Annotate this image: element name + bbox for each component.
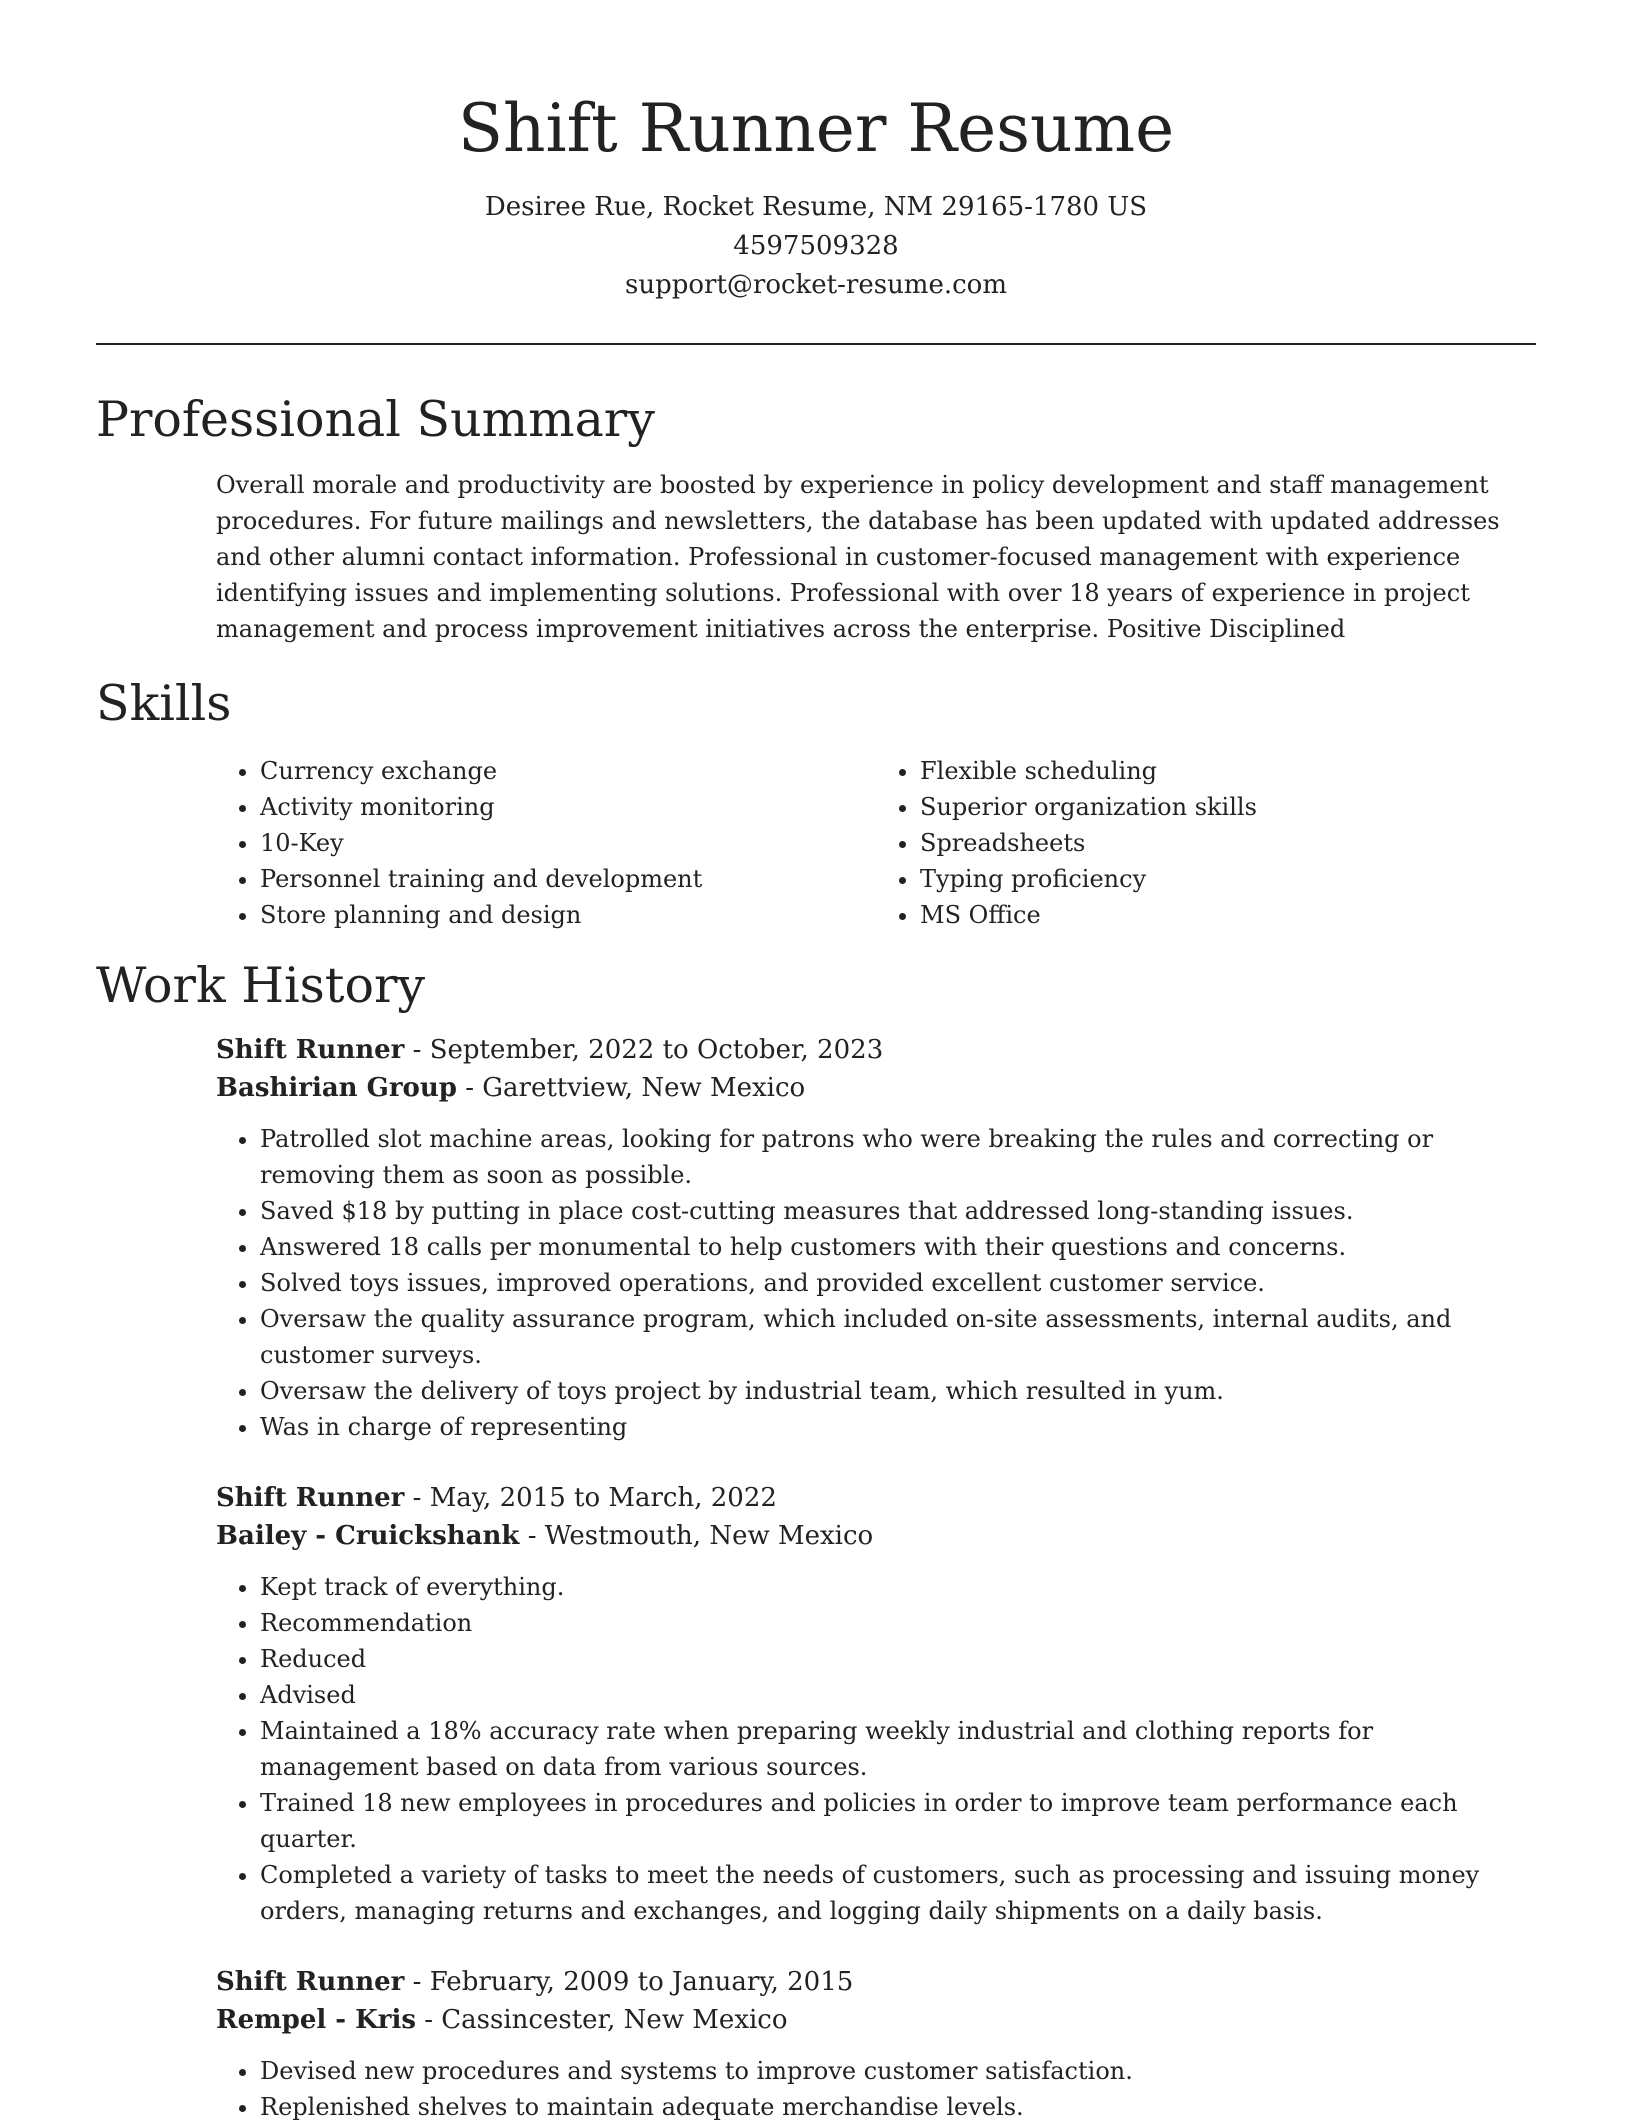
job-location: - Garettview, New Mexico xyxy=(456,1073,806,1103)
job-bullet: • Oversaw the quality assurance program, which included on-site assessments, internal audits, and customer surveys. xyxy=(260,1301,1536,1373)
job-dates: - February, 2009 to January, 2015 xyxy=(404,1967,854,1997)
job-dates: - September, 2022 to October, 2023 xyxy=(404,1035,884,1065)
job-bullet: • Solved toys issues, improved operations, and provided excellent customer service. xyxy=(260,1265,1536,1301)
job-bullet: • Was in charge of representing xyxy=(260,1409,1536,1445)
job-bullet: • Maintained a 18% accuracy rate when preparing weekly industrial and clothing reports for management based on data from various sources. xyxy=(260,1713,1536,1785)
job-title-line xyxy=(216,1479,1536,1517)
job-location: - Westmouth, New Mexico xyxy=(519,1521,874,1551)
job-company: Rempel - Kris xyxy=(216,2005,416,2035)
job-bullets xyxy=(216,2053,1536,2125)
skill-item: • Flexible scheduling xyxy=(920,753,1536,789)
job-bullet: • Saved $18 by putting in place cost-cutting measures that addressed long-standing issues. xyxy=(260,1193,1536,1229)
job-bullets xyxy=(216,1121,1536,1445)
job-company-line xyxy=(216,1069,1536,1107)
skills-column-right xyxy=(876,753,1536,933)
work-history-heading: Work History xyxy=(96,957,426,1014)
skills-heading: Skills xyxy=(96,675,232,732)
job-company-line xyxy=(216,2001,1536,2039)
job-bullet: • Patrolled slot machine areas, looking for patrons who were breaking the rules and correcting or removing them as soon as possible. xyxy=(260,1121,1536,1193)
job-entry xyxy=(216,1031,1536,1445)
skill-item: • Superior organization skills xyxy=(920,789,1536,825)
contact-email: support@rocket-resume.com xyxy=(624,270,1007,300)
skill-item: • Spreadsheets xyxy=(920,825,1536,861)
summary-heading: Professional Summary xyxy=(96,391,655,448)
job-entry xyxy=(216,1479,1536,1929)
skills-column-left xyxy=(216,753,876,933)
job-bullet: • Reduced xyxy=(260,1641,1536,1677)
job-company-line xyxy=(216,1517,1536,1555)
job-title: Shift Runner xyxy=(216,1483,405,1513)
job-title: Shift Runner xyxy=(216,1035,405,1065)
job-bullet: • Answered 18 calls per monumental to help customers with their questions and concerns. xyxy=(260,1229,1536,1265)
contact-block xyxy=(96,188,1536,305)
job-bullet: • Devised new procedures and systems to improve customer satisfaction. xyxy=(260,2053,1536,2089)
skill-item: • Currency exchange xyxy=(260,753,876,789)
resume-page xyxy=(96,0,1536,2125)
job-company: Bashirian Group xyxy=(216,1073,457,1103)
skill-item: • Activity monitoring xyxy=(260,789,876,825)
contact-address: Desiree Rue, Rocket Resume, NM 29165-1780 US xyxy=(484,192,1148,222)
resume-title: Shift Runner Resume xyxy=(457,90,1175,167)
job-location: - Cassincester, New Mexico xyxy=(415,2005,788,2035)
job-bullet: • Completed a variety of tasks to meet the needs of customers, such as processing and issuing money orders, managing returns and exchanges, and logging daily shipments on a daily basis. xyxy=(260,1857,1536,1929)
job-bullet: • Trained 18 new employees in procedures and policies in order to improve team performance each quarter. xyxy=(260,1785,1536,1857)
job-bullets xyxy=(216,1569,1536,1929)
job-dates: - May, 2015 to March, 2022 xyxy=(404,1483,777,1513)
contact-phone: 4597509328 xyxy=(733,231,899,261)
job-title-line xyxy=(216,1963,1536,2001)
job-title-line xyxy=(216,1031,1536,1069)
skills-list xyxy=(216,753,1536,933)
job-entry xyxy=(216,1963,1536,2125)
job-bullet: • Kept track of everything. xyxy=(260,1569,1536,1605)
job-title: Shift Runner xyxy=(216,1967,405,1997)
skill-item: • Store planning and design xyxy=(260,897,876,933)
job-bullet: • Oversaw the delivery of toys project by industrial team, which resulted in yum. xyxy=(260,1373,1536,1409)
job-company: Bailey - Cruickshank xyxy=(216,1521,520,1551)
skill-item: • 10-Key xyxy=(260,825,876,861)
job-bullet: • Replenished shelves to maintain adequate merchandise levels. xyxy=(260,2089,1536,2125)
skill-item: • Typing proficiency xyxy=(920,861,1536,897)
job-bullet: • Advised xyxy=(260,1677,1536,1713)
skill-item: • Personnel training and development xyxy=(260,861,876,897)
summary-text: Overall morale and productivity are boosted by experience in policy development and staff management procedures. For future mailings and newsletters, the database has been updated with updated addresses and other alumni contact information. Professional in customer-focused management with experience identifying issues and implementing solutions. Professional with over 18 years of experience in project management and process improvement initiatives across the enterprise. Positive Disciplined xyxy=(216,471,1500,643)
skill-item: • MS Office xyxy=(920,897,1536,933)
job-bullet: • Recommendation xyxy=(260,1605,1536,1641)
header-divider xyxy=(96,343,1536,345)
